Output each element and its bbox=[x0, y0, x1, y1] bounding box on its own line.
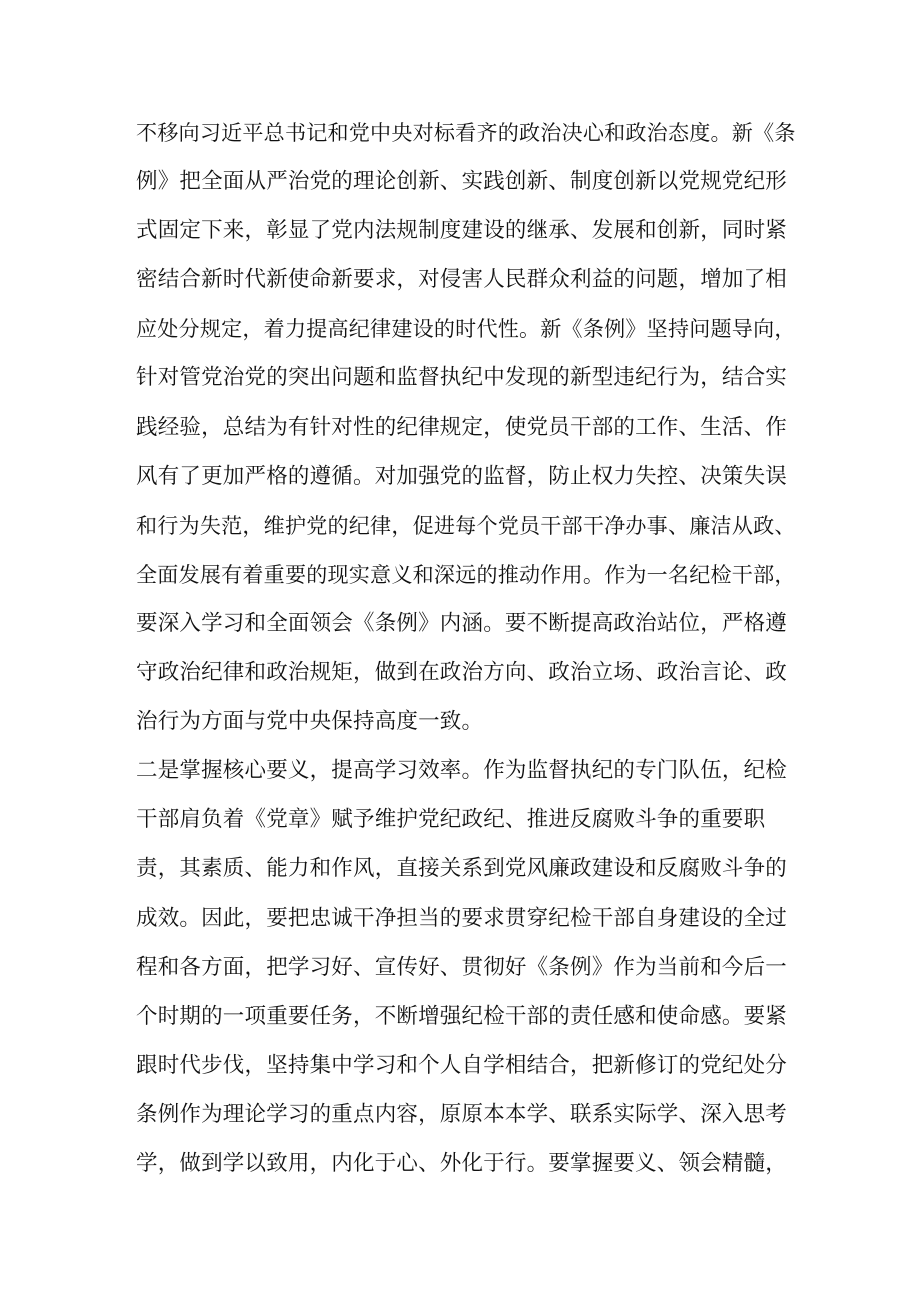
text-line: 风有了更加严格的遵循。对加强党的监督，防止权力失控、决策失误 bbox=[136, 463, 788, 489]
body-text bbox=[136, 108, 796, 1188]
text-line: 守政治纪律和政治规矩，做到在政治方向、政治立场、政治言论、政 bbox=[136, 660, 788, 686]
text-line: 应处分规定，着力提高纪律建设的时代性。新《条例》坚持问题导向， bbox=[136, 316, 796, 342]
text-line: 治行为方面与党中央保持高度一致。 bbox=[136, 709, 484, 735]
text-line: 条例作为理论学习的重点内容，原原本本学、联系实际学、深入思考 bbox=[136, 1101, 788, 1127]
text-line: 成效。因此，要把忠诚干净担当的要求贯穿纪检干部自身建设的全过 bbox=[136, 905, 788, 931]
text-line: 二是掌握核心要义，提高学习效率。作为监督执纪的专门队伍，纪检 bbox=[136, 758, 788, 784]
text-line: 全面发展有着重要的现实意义和深远的推动作用。作为一名纪检干部， bbox=[136, 561, 796, 587]
text-line: 要深入学习和全面领会《条例》内涵。要不断提高政治站位，严格遵 bbox=[136, 610, 788, 636]
text-line: 式固定下来，彰显了党内法规制度建设的继承、发展和创新，同时紧 bbox=[136, 218, 788, 244]
text-line: 和行为失范，维护党的纪律，促进每个党员干部干净办事、廉洁从政、 bbox=[136, 512, 796, 538]
text-line: 学，做到学以致用，内化于心、外化于行。要掌握要义、领会精髓， bbox=[136, 1150, 788, 1176]
text-line: 跟时代步伐，坚持集中学习和个人自学相结合，把新修订的党纪处分 bbox=[136, 1052, 788, 1078]
text-line: 程和各方面，把学习好、宣传好、贯彻好《条例》作为当前和今后一 bbox=[136, 954, 788, 980]
text-line: 践经验，总结为有针对性的纪律规定，使党员干部的工作、生活、作 bbox=[136, 414, 788, 440]
text-line: 不移向习近平总书记和党中央对标看齐的政治决心和政治态度。新《条 bbox=[136, 120, 796, 145]
text-line: 个时期的一项重要任务，不断增强纪检干部的责任感和使命感。要紧 bbox=[136, 1003, 788, 1029]
text-line: 密结合新时代新使命新要求，对侵害人民群众利益的问题，增加了相 bbox=[136, 267, 788, 293]
text-line: 针对管党治党的突出问题和监督执纪中发现的新型违纪行为，结合实 bbox=[136, 365, 788, 391]
text-line: 责，其素质、能力和作风，直接关系到党风廉政建设和反腐败斗争的 bbox=[136, 856, 788, 882]
text-line: 干部肩负着《党章》赋予维护党纪政纪、推进反腐败斗争的重要职 bbox=[136, 807, 766, 833]
text-line: 例》把全面从严治党的理论创新、实践创新、制度创新以党规党纪形 bbox=[136, 169, 788, 195]
